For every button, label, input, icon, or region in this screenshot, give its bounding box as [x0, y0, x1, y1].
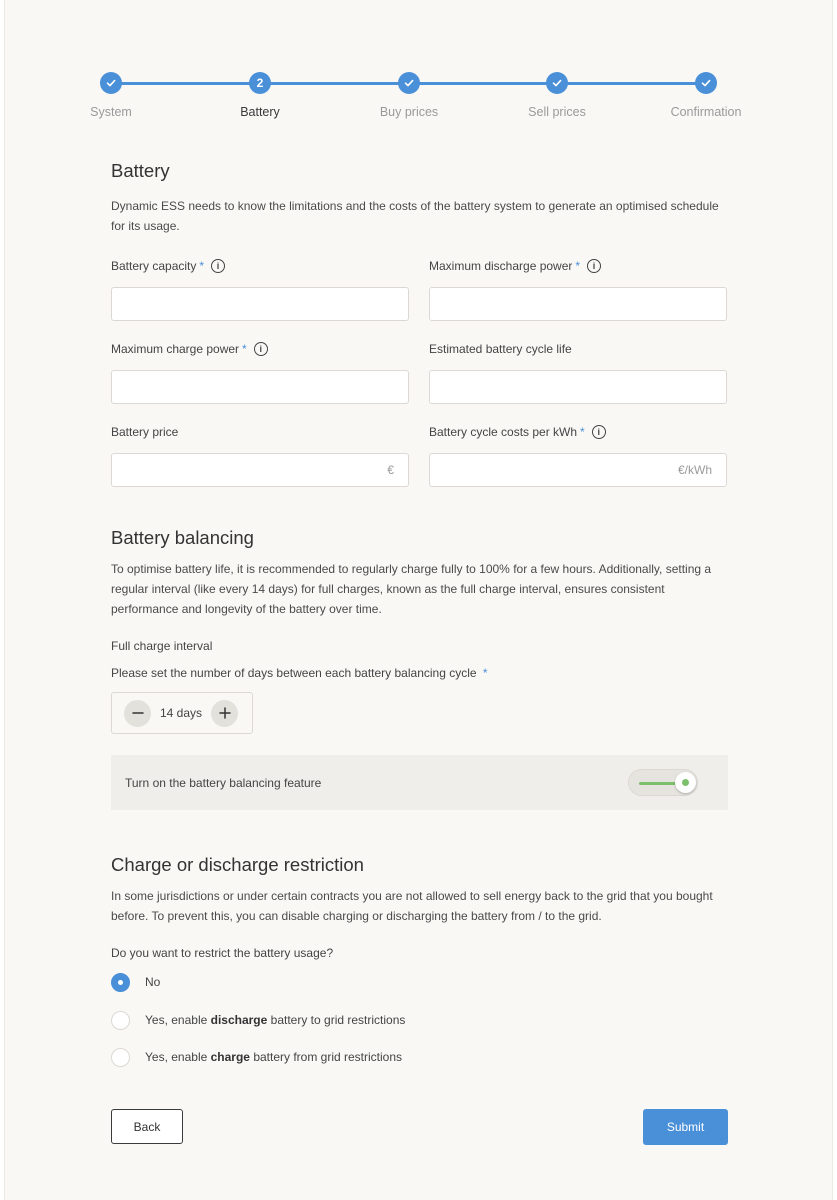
check-icon — [100, 72, 122, 94]
battery-capacity-input[interactable] — [111, 287, 409, 321]
step-number-badge: 2 — [249, 72, 271, 94]
section-description: In some jurisdictions or under certain contracts you are not allowed to sell energy back to the grid that you bought before. To prevent this, you can disable charging or discharging the battery from / to the grid. — [111, 889, 713, 923]
step-sell-prices[interactable] — [497, 70, 617, 119]
field-label: Battery cycle costs per kWh — [429, 425, 578, 439]
radio-option-discharge[interactable]: Yes, enable discharge battery to grid restrictions — [111, 1009, 405, 1031]
radio-option-no[interactable]: No — [111, 971, 160, 993]
field-label: Estimated battery cycle life — [429, 342, 572, 356]
restriction-section — [111, 854, 728, 960]
battery-section — [111, 160, 728, 236]
field-label: Maximum discharge power — [429, 259, 573, 273]
step-system[interactable] — [51, 70, 171, 119]
step-label: Sell prices — [528, 105, 586, 119]
battery-capacity-field — [111, 257, 411, 321]
step-label: System — [90, 105, 132, 119]
balancing-toggle-switch[interactable] — [628, 769, 698, 796]
check-icon — [546, 72, 568, 94]
full-charge-interval-label: Full charge interval — [111, 639, 213, 653]
restriction-question: Do you want to restrict the battery usage? — [111, 946, 334, 960]
cycle-life-input[interactable] — [429, 370, 727, 404]
check-icon — [398, 72, 420, 94]
field-label: Maximum charge power — [111, 342, 240, 356]
section-title: Battery balancing — [111, 527, 254, 548]
progress-stepper — [0, 70, 837, 130]
info-icon[interactable]: i — [592, 425, 606, 439]
section-title: Battery — [111, 160, 170, 181]
max-discharge-power-field — [429, 257, 729, 321]
required-marker: * — [199, 259, 205, 273]
section-title: Charge or discharge restriction — [111, 854, 364, 875]
section-description: Dynamic ESS needs to know the limitations and the costs of the battery system to generate an optimised schedule for its usage. — [111, 199, 719, 233]
days-stepper — [111, 692, 253, 734]
field-label: Battery price — [111, 425, 179, 439]
info-icon[interactable]: i — [254, 342, 268, 356]
step-label: Confirmation — [670, 105, 742, 119]
cycle-costs-input[interactable] — [429, 453, 727, 487]
required-marker: * — [575, 259, 581, 273]
radio-option-charge[interactable]: Yes, enable charge battery from grid restrictions — [111, 1046, 402, 1068]
max-discharge-power-input[interactable] — [429, 287, 727, 321]
minus-icon — [131, 706, 145, 720]
check-icon — [695, 72, 717, 94]
days-value: 14 days — [159, 706, 203, 720]
currency-suffix: € — [387, 463, 394, 477]
info-icon[interactable]: i — [587, 259, 601, 273]
radio-button[interactable] — [111, 1011, 130, 1030]
info-icon[interactable]: i — [211, 259, 225, 273]
required-marker: * — [580, 425, 585, 439]
battery-price-field — [111, 423, 411, 487]
battery-price-input[interactable] — [111, 453, 409, 487]
decrement-button[interactable] — [124, 700, 151, 727]
required-marker: * — [482, 666, 488, 680]
battery-balancing-section — [111, 527, 728, 680]
max-charge-power-input[interactable] — [111, 370, 409, 404]
frame-left-edge — [0, 0, 5, 1200]
frame-right-edge — [832, 0, 837, 1200]
required-marker: * — [242, 342, 247, 356]
cycle-life-field — [429, 340, 729, 404]
section-description: To optimise battery life, it is recommended to regularly charge fully to 100% for a few hours. Additionally, setting a regular interval (like every 14 days) for full charges, known as the full charge interval, ensures consistent performance and longevity of the battery over time. — [111, 562, 712, 616]
max-charge-power-field — [111, 340, 411, 404]
radio-button[interactable] — [111, 1048, 130, 1067]
step-battery[interactable] — [200, 70, 320, 119]
submit-button[interactable]: Submit — [643, 1109, 728, 1145]
step-label: Buy prices — [379, 105, 439, 119]
toggle-knob — [675, 772, 696, 793]
step-confirmation[interactable] — [646, 70, 766, 119]
field-label: Battery capacity — [111, 259, 197, 273]
unit-suffix: €/kWh — [677, 463, 712, 477]
balancing-toggle-row — [111, 755, 728, 810]
back-button[interactable]: Back — [111, 1109, 183, 1144]
radio-button[interactable] — [111, 973, 130, 992]
cycle-costs-field — [429, 423, 729, 487]
step-label: Battery — [240, 105, 280, 119]
increment-button[interactable] — [211, 700, 238, 727]
step-buy-prices[interactable] — [349, 70, 469, 119]
toggle-label: Turn on the battery balancing feature — [125, 776, 322, 790]
plus-icon — [218, 706, 232, 720]
interval-question: Please set the number of days between each battery balancing cycle * — [111, 666, 488, 680]
